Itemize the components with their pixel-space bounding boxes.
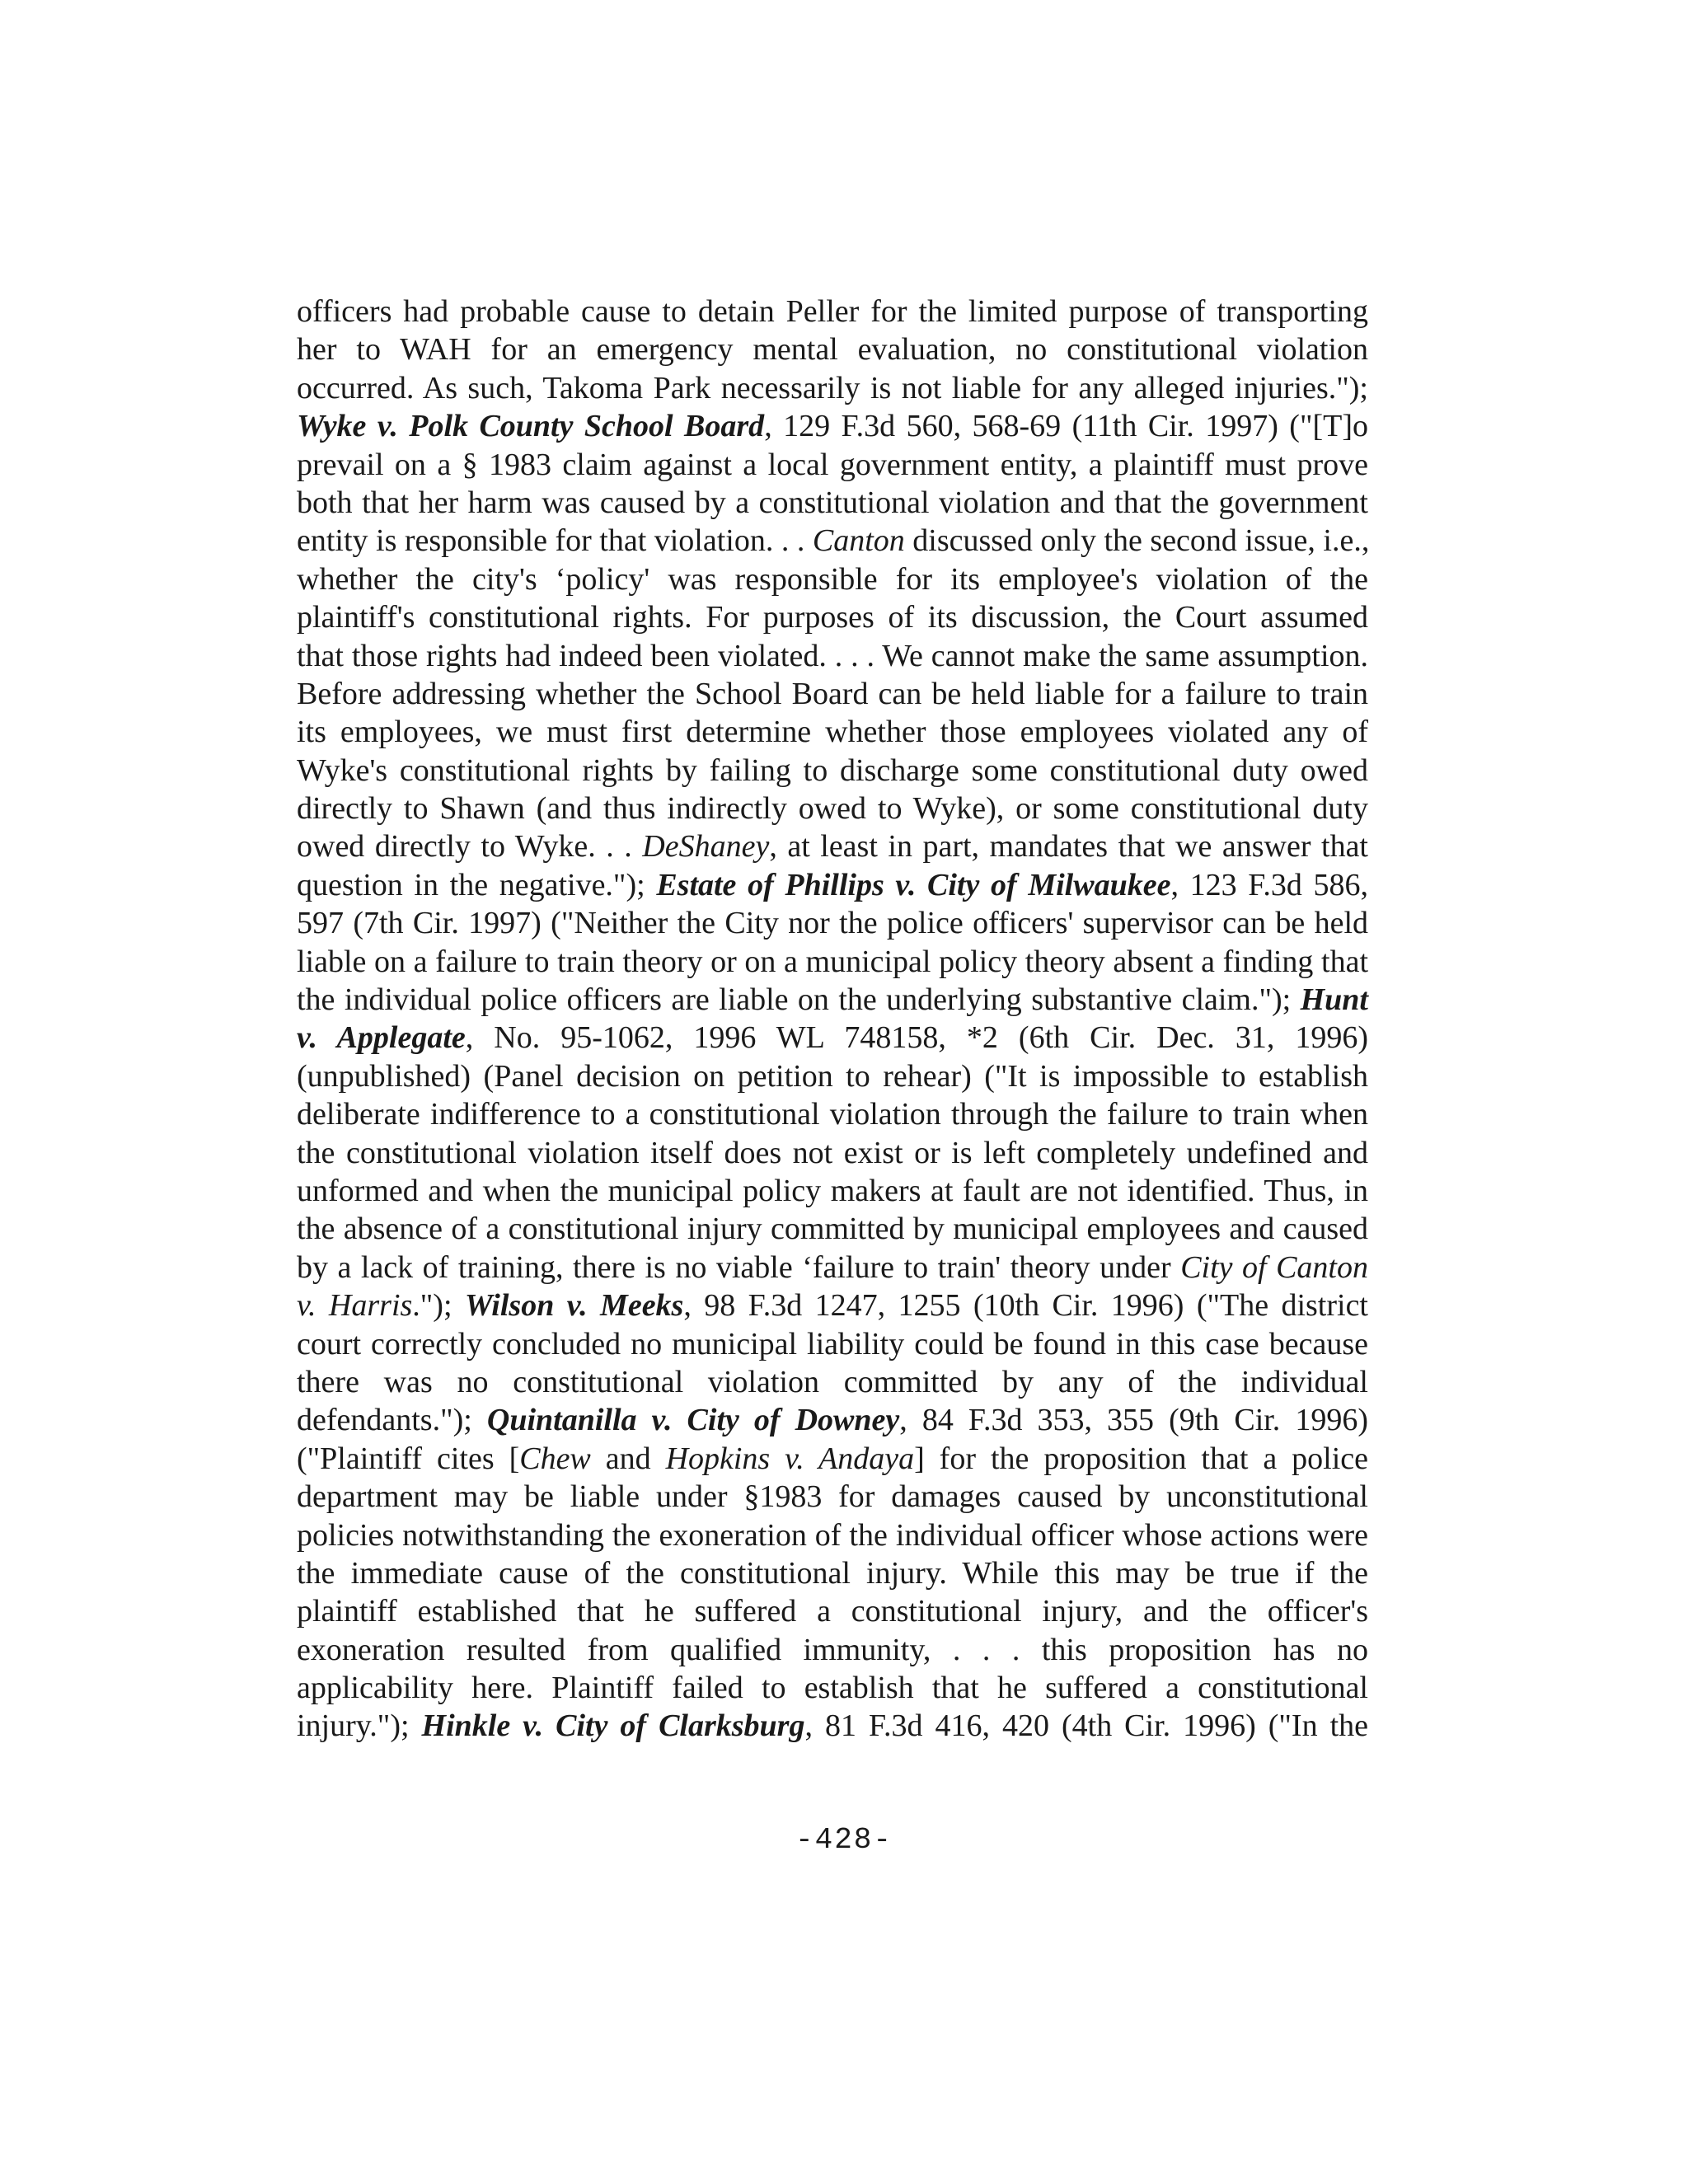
text-line (297, 866, 1368, 904)
text-segment: the immediate cause of the constitutional injury. While this may be true if the (297, 1555, 1368, 1591)
text-segment: the absence of a constitutional injury committed by municipal employees and caused (297, 1212, 1368, 1247)
text-segment: question in the negative."); (297, 867, 657, 902)
text-segment: deliberate indifference to a constitutional violation through the failure to train when (297, 1097, 1368, 1132)
text-segment: and (590, 1441, 666, 1476)
text-line (297, 1210, 1368, 1248)
text-segment: , at least in part, mandates that we answer that (769, 829, 1368, 865)
text-segment: injury."); (297, 1708, 422, 1744)
text-segment: by a lack of training, there is no viable ‘failure to train' theory under (297, 1249, 1181, 1285)
text-segment: ("Plaintiff cites [ (297, 1441, 520, 1476)
text-segment: , 81 F.3d 416, 420 (4th Cir. 1996) ("In the (804, 1708, 1368, 1744)
text-segment: exoneration resulted from qualified immunity, . . . this proposition has no (297, 1632, 1368, 1667)
text-line (297, 1401, 1368, 1439)
text-line (297, 713, 1368, 751)
text-segment: Wyke's constitutional rights by failing to discharge some constitutional duty owed (297, 752, 1368, 788)
text-segment: entity is responsible for that violation. . . (297, 523, 813, 559)
text-line (297, 1172, 1368, 1210)
text-segment: policies notwithstanding the exoneration of the individual officer whose actions were (297, 1517, 1368, 1553)
text-line (297, 981, 1368, 1019)
text-segment: plaintiff's constitutional rights. For purposes of its discussion, the Court assumed (297, 600, 1368, 635)
text-segment: ."); (412, 1288, 465, 1324)
text-segment: (unpublished) (Panel decision on petition to rehear) ("It is impossible to establish (297, 1058, 1368, 1094)
text-line (297, 446, 1368, 484)
text-segment: ] for the proposition that a police (914, 1441, 1369, 1476)
case-citation: Hunt (1300, 982, 1368, 1018)
text-line (297, 522, 1368, 560)
text-segment: applicability here. Plaintiff failed to establish that he suffered a constitutional (297, 1671, 1368, 1706)
text-line (297, 752, 1368, 790)
text-segment: her to WAH for an emergency mental evaluation, no constitutional violation (297, 332, 1368, 368)
text-segment: , 129 F.3d 560, 568-69 (11th Cir. 1997) ("[T]o (764, 409, 1368, 444)
text-line (297, 1249, 1368, 1286)
page-number: -428- (795, 1823, 893, 1857)
text-segment: directly to Shawn (and thus indirectly owed to Wyke), or some constitutional duty (297, 791, 1368, 827)
text-segment: whether the city's ‘policy' was responsible for its employee's violation of the (297, 561, 1368, 597)
text-segment: department may be liable under §1983 for damages caused by unconstitutional (297, 1479, 1368, 1515)
text-segment: the individual police officers are liable on the underlying substantive claim."); (297, 982, 1301, 1018)
text-segment: the constitutional violation itself does not exist or is left completely undefined and (297, 1135, 1368, 1170)
case-citation: v. Applegate (297, 1020, 466, 1056)
text-line (297, 904, 1368, 942)
text-line (297, 790, 1368, 827)
text-segment: 597 (7th Cir. 1997) ("Neither the City nor the police officers' supervisor can be held (297, 906, 1368, 941)
text-segment: occurred. As such, Takoma Park necessarily is not liable for any alleged injuries."); (297, 370, 1368, 405)
text-line (297, 1592, 1368, 1630)
text-line (297, 598, 1368, 636)
text-line (297, 943, 1368, 981)
text-line (297, 1134, 1368, 1172)
text-segment: , 123 F.3d 586, (1170, 867, 1368, 902)
case-citation: Hinkle v. City of Clarksburg (421, 1708, 805, 1744)
text-line (297, 1669, 1368, 1707)
text-line (297, 293, 1368, 330)
text-line (297, 675, 1368, 713)
text-line (297, 1325, 1368, 1363)
text-segment: that those rights had indeed been violated. . . . We cannot make the same assumption. (297, 638, 1368, 673)
text-segment: both that her harm was caused by a constitutional violation and that the government (297, 485, 1368, 520)
text-segment: , 98 F.3d 1247, 1255 (10th Cir. 1996) ("The district (683, 1288, 1368, 1324)
text-line (297, 1478, 1368, 1516)
text-line (297, 1631, 1368, 1669)
text-line (297, 1440, 1368, 1478)
italic-reference: DeShaney (642, 829, 770, 865)
case-citation: Wyke v. Polk County School Board (297, 409, 765, 444)
text-segment: officers had probable cause to detain Peller for the limited purpose of transporting (297, 294, 1368, 329)
text-segment: Before addressing whether the School Board can be held liable for a failure to train (297, 676, 1368, 711)
text-segment: owed directly to Wyke. . . (297, 829, 643, 865)
italic-reference: City of Canton (1180, 1249, 1368, 1285)
text-line (297, 1286, 1368, 1324)
text-line (297, 560, 1368, 598)
case-citation: Estate of Phillips v. City of Milwaukee (656, 867, 1171, 902)
text-segment: , 84 F.3d 353, 355 (9th Cir. 1996) (899, 1403, 1368, 1438)
text-segment: its employees, we must first determine whether those employees violated any of (297, 715, 1368, 750)
text-line (297, 1095, 1368, 1133)
text-line (297, 637, 1368, 675)
text-segment: unformed and when the municipal policy makers at fault are not identified. Thus, in (297, 1173, 1368, 1208)
text-segment: prevail on a § 1983 claim against a local government entity, a plaintiff must prove (297, 447, 1368, 482)
text-line (297, 330, 1368, 368)
text-line (297, 369, 1368, 407)
text-line (297, 827, 1368, 865)
text-line (297, 1363, 1368, 1401)
text-segment: court correctly concluded no municipal liability could be found in this case because (297, 1326, 1368, 1361)
text-segment: defendants."); (297, 1403, 487, 1438)
text-segment: plaintiff established that he suffered a constitutional injury, and the officer's (297, 1594, 1368, 1629)
text-segment: discussed only the second issue, i.e., (904, 523, 1370, 559)
text-line (297, 1057, 1368, 1095)
text-line (297, 1516, 1368, 1554)
italic-reference: Chew (519, 1441, 591, 1476)
case-citation: Quintanilla v. City of Downey (486, 1403, 900, 1438)
text-segment: , No. 95-1062, 1996 WL 748158, *2 (6th Cir. Dec. 31, 1996) (465, 1020, 1368, 1056)
text-line (297, 407, 1368, 445)
italic-reference: v. Harris (297, 1288, 413, 1324)
text-line (297, 1019, 1368, 1057)
italic-reference: Canton (812, 523, 905, 559)
case-citation: Wilson v. Meeks (464, 1288, 684, 1324)
text-segment: liable on a failure to train theory or on a municipal policy theory absent a finding that (297, 944, 1368, 979)
italic-reference: Hopkins v. Andaya (665, 1441, 915, 1476)
text-line (297, 1554, 1368, 1592)
text-line (297, 1707, 1368, 1745)
text-segment: there was no constitutional violation committed by any of the individual (297, 1364, 1368, 1399)
text-line (297, 484, 1368, 522)
body-text (297, 293, 1368, 1746)
